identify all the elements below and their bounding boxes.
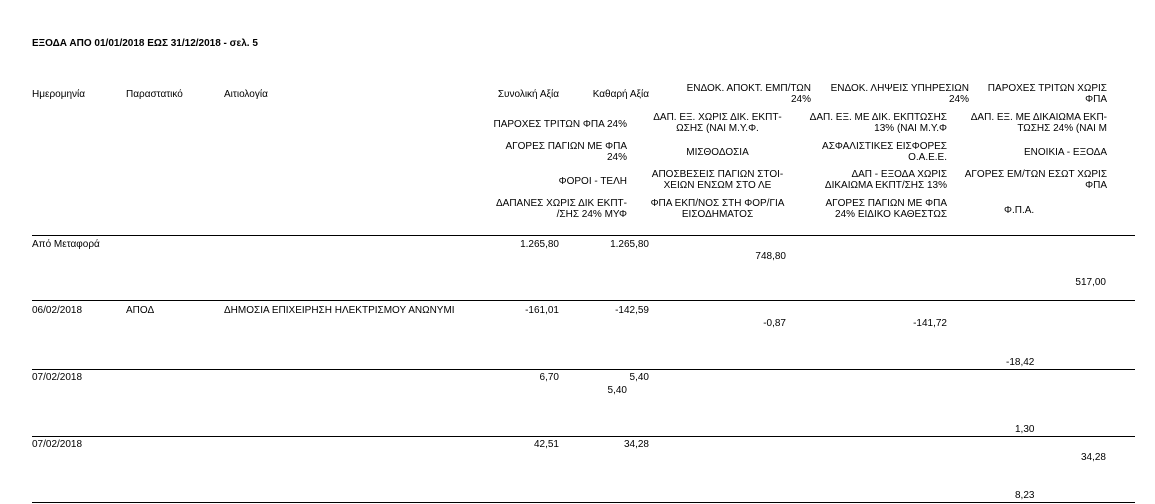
header-col-b2: ΔΑΠ. ΕΞ. ΜΕ ΔΙΚ. ΕΚΠΤΩΣΗΣ 13% (ΝΑΙ Μ.Υ.Φ — [809, 112, 947, 134]
row-date: 07/02/2018 — [32, 439, 83, 450]
row-date: 06/02/2018 — [32, 305, 83, 316]
header-col-a5: ΦΠΑ ΕΚΠ/ΝΟΣ ΣΤΗ ΦΟΡ/ΓΙΑ ΕΙΣΟΔΗΜΑΤΟΣ — [650, 198, 785, 220]
header-total-value: Συνολική Αξία — [497, 89, 559, 100]
header-description: Αιτιολογία — [224, 89, 268, 100]
row-description: ΔΗΜΟΣΙΑ ΕΠΙΧΕΙΡΗΣΗ ΗΛΕΚΤΡΙΣΜΟΥ ΑΝΩΝΥΜΙ — [224, 305, 455, 316]
header-col-n5: ΔΑΠΑΝΕΣ ΧΩΡΙΣ ΔΙΚ ΕΚΠΤ- /ΣΗΣ 24% ΜΥΦ — [495, 198, 627, 220]
header-divider — [32, 235, 1135, 236]
row-total: 42,51 — [533, 439, 559, 450]
header-date: Ημερομηνία — [32, 89, 86, 100]
row-value: 1,30 — [1015, 424, 1035, 435]
row-divider — [32, 300, 1135, 301]
row-value: -0,87 — [763, 318, 786, 329]
row-total: 1.265,80 — [520, 239, 559, 250]
header-col-a2: ΔΑΠ. ΕΞ. ΧΩΡΙΣ ΔΙΚ. ΕΚΠΤ- ΩΣΗΣ (ΝΑΙ Μ.Υ.Φ. — [653, 112, 782, 134]
row-value: 748,80 — [755, 251, 786, 262]
row-date: Από Μεταφορά — [32, 239, 100, 250]
header-col-a1: ΕΝΔΟΚ. ΑΠΟΚΤ. ΕΜΠ/ΤΩΝ 24% — [686, 83, 811, 105]
header-net-value: Καθαρή Αξία — [592, 89, 649, 100]
header-col-n3: ΑΓΟΡΕΣ ΠΑΓΙΩΝ ΜΕ ΦΠΑ 24% — [505, 141, 627, 163]
header-col-n4: ΦΟΡΟΙ - ΤΕΛΗ — [558, 176, 627, 187]
header-col-a4: ΑΠΟΣΒΕΣΕΙΣ ΠΑΓΙΩΝ ΣΤΟΙ- ΧΕΙΩΝ ΕΝΣΩΜ ΣΤΟ ΛΕ — [651, 169, 784, 191]
row-net: 5,40 — [629, 372, 649, 383]
header-col-a3: ΜΙΣΘΟΔΟΣΙΑ — [686, 147, 749, 158]
row-net: -142,59 — [615, 305, 649, 316]
header-col-b1: ΕΝΔΟΚ. ΛΗΨΕΙΣ ΥΠΗΡΕΣΙΩΝ 24% — [830, 83, 969, 105]
row-value: 5,40 — [607, 385, 627, 396]
row-value: -141,72 — [913, 318, 947, 329]
header-col-c4: ΑΓΟΡΕΣ ΕΜ/ΤΩΝ ΕΣΩΤ ΧΩΡΙΣ ΦΠΑ — [964, 169, 1107, 191]
row-divider — [32, 436, 1135, 437]
header-col-n2: ΠΑΡΟΧΕΣ ΤΡΙΤΩΝ ΦΠΑ 24% — [493, 119, 627, 130]
row-total: 6,70 — [539, 372, 559, 383]
header-document: Παραστατικό — [126, 89, 183, 100]
header-col-b5: ΑΓΟΡΕΣ ΠΑΓΙΩΝ ΜΕ ΦΠΑ 24% ΕΙΔΙΚΟ ΚΑΘΕΣΤΩΣ — [825, 198, 947, 220]
header-col-b3: ΑΣΦΑΛΙΣΤΙΚΕΣ ΕΙΣΦΟΡΕΣ Ο.Α.Ε.Ε. — [822, 141, 947, 163]
row-value: 34,28 — [1080, 452, 1106, 463]
row-divider — [32, 502, 1135, 503]
row-date: 07/02/2018 — [32, 372, 83, 383]
row-net: 34,28 — [623, 439, 649, 450]
row-net: 1.265,80 — [610, 239, 649, 250]
row-divider — [32, 369, 1135, 370]
header-col-c3: ΕΝΟΙΚΙΑ - ΕΞΟΔΑ — [1024, 147, 1107, 158]
row-total: -161,01 — [525, 305, 559, 316]
row-document: ΑΠΟΔ — [126, 305, 155, 316]
row-value: 8,23 — [1015, 490, 1035, 501]
report-title: ΕΞΟΔΑ ΑΠΟ 01/01/2018 ΕΩΣ 31/12/2018 - σελ. 5 — [32, 38, 258, 49]
header-col-c1: ΠΑΡΟΧΕΣ ΤΡΙΤΩΝ ΧΩΡΙΣ ΦΠΑ — [987, 83, 1107, 105]
row-value: 517,00 — [1075, 277, 1106, 288]
row-value: -18,42 — [1006, 357, 1035, 368]
header-col-c2: ΔΑΠ. ΕΞ. ΜΕ ΔΙΚΑΙΩΜΑ ΕΚΠ- ΤΩΣΗΣ 24% (ΝΑΙ Μ — [970, 112, 1107, 134]
header-col-c5: Φ.Π.Α. — [1004, 205, 1035, 216]
header-col-b4: ΔΑΠ - ΕΞΟΔΑ ΧΩΡΙΣ ΔΙΚΑΙΩΜΑ ΕΚΠΤ/ΣΗΣ 13% — [824, 169, 947, 191]
